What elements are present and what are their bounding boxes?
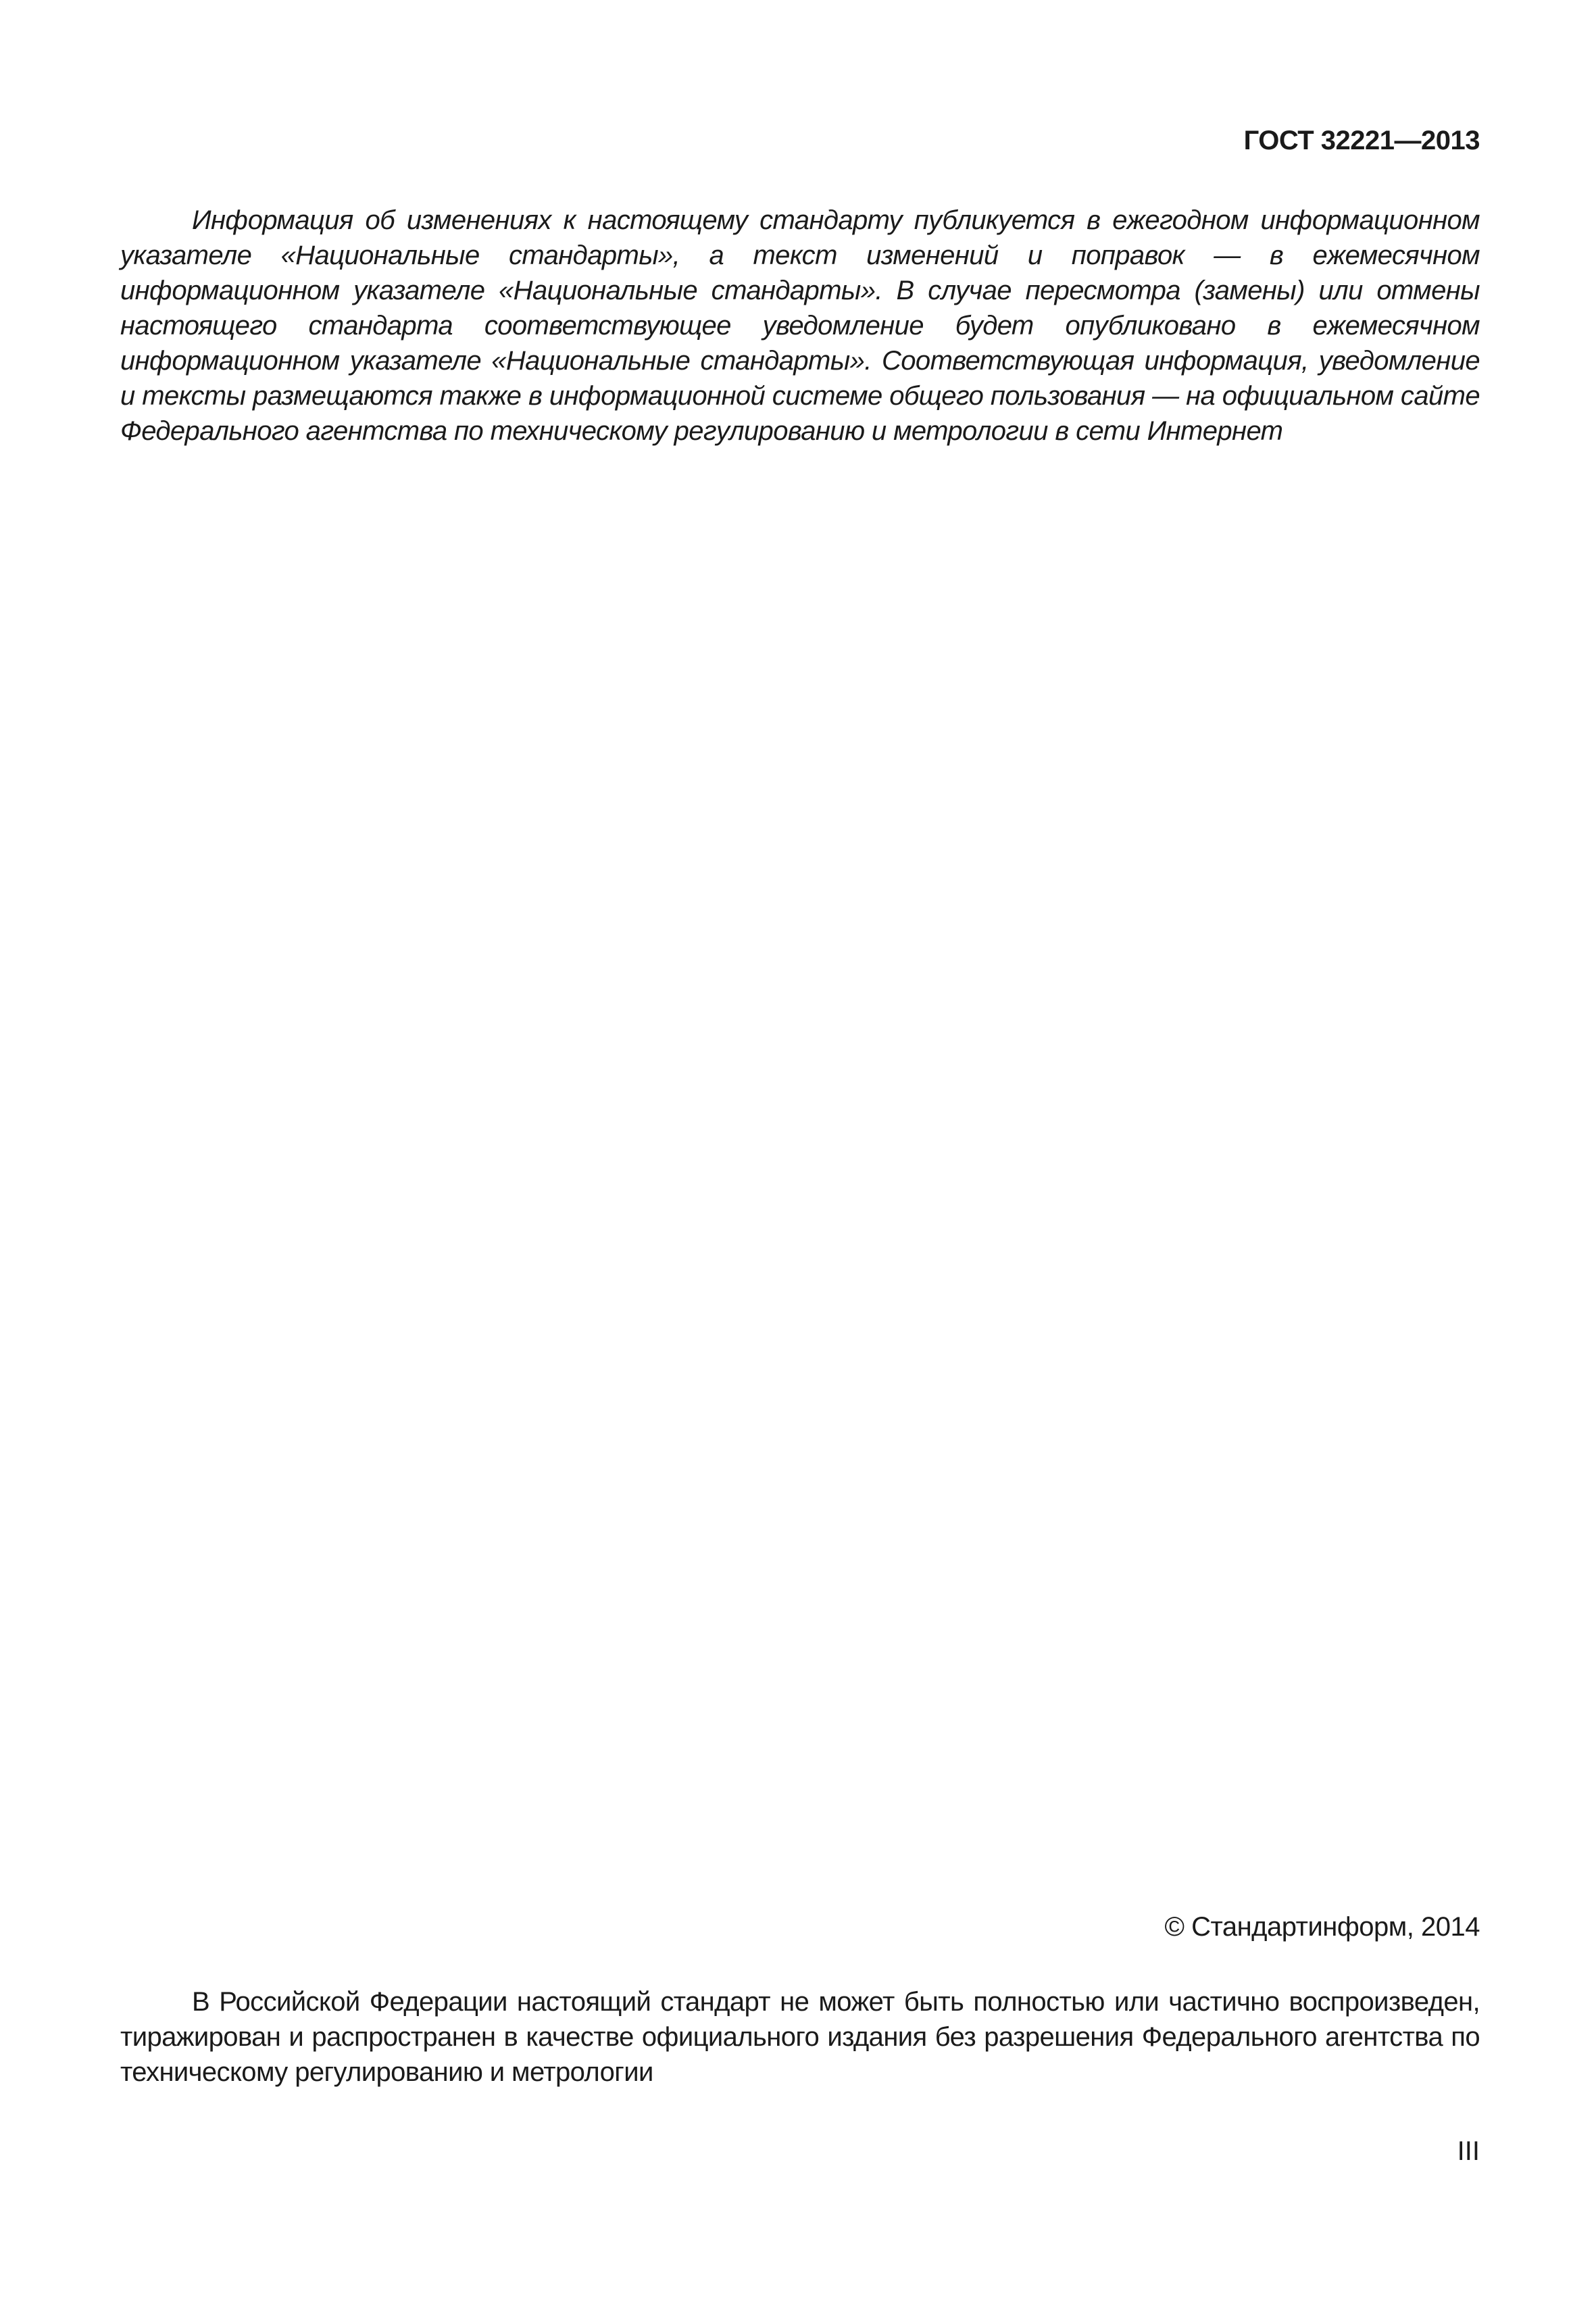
page-number: III: [1457, 2136, 1480, 2166]
change-notice-paragraph: Информация об изменениях к настоящему стандарту публикуется в ежегодном информационном указателе «Национальные стандарты», а текст изменений и поправок — в ежемесячном информационном указателе «Национальные стандарты». В случае пересмотра (замены) или отмены настоящего стандарта соответствующее уведомление будет опубликовано в ежемесячном информационном указателе «Национальные стандарты». Соответствующая информация, уведомление и тексты размещаются также в информационной системе общего пользования — на официальном сайте Федерального агентства по техническому регулированию и метрологии в сети Интернет: [120, 205, 1480, 446]
document-code: ГОСТ 32221—2013: [1243, 126, 1480, 155]
copyright-line: © Стандартинформ, 2014: [1164, 1912, 1480, 1942]
reproduction-rights-paragraph: В Российской Федерации настоящий стандарт не может быть полностью или частично воспроизведен, тиражирован и распространен в качестве официального издания без разрешения Федерального агентства по техническому регулированию и метрологии: [120, 1987, 1480, 2087]
